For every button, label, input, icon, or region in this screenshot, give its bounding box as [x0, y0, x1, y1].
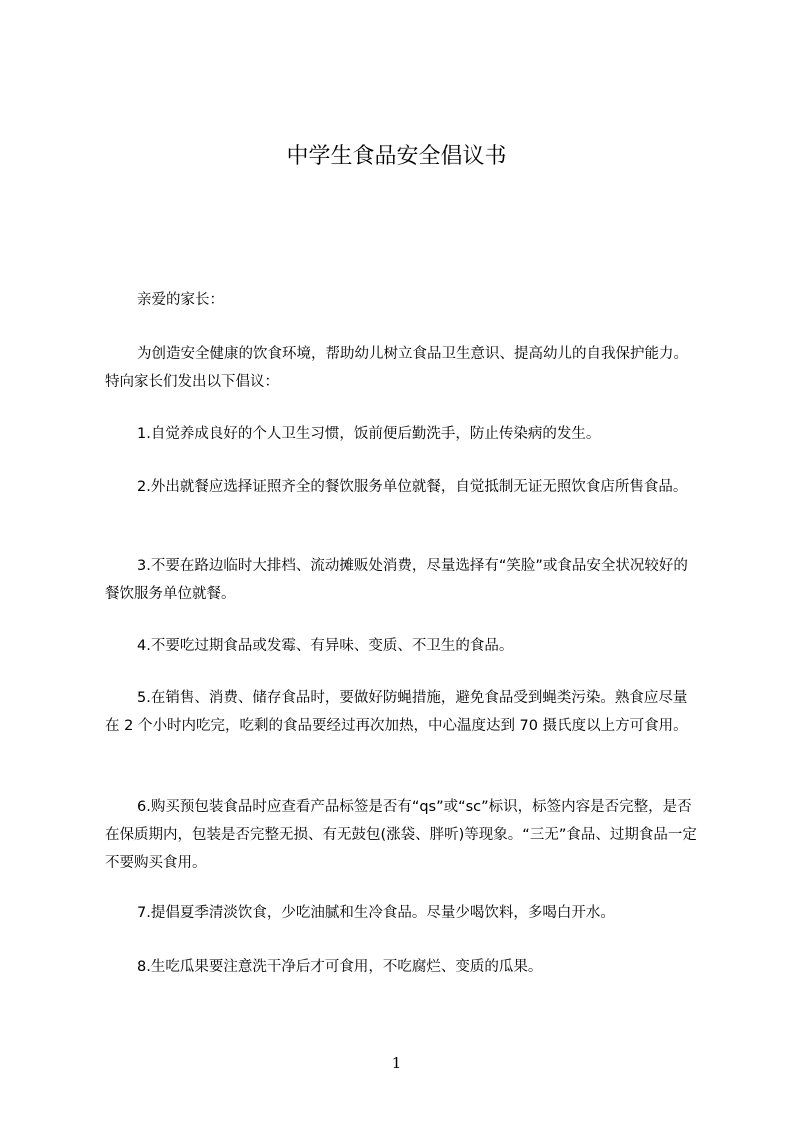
proposal-item-4: 4.不要吃过期食品或发霉、有异味、变质、不卫生的食品。 [137, 638, 514, 654]
proposal-item-1: 1.自觉养成良好的个人卫生习惯，饭前便后勤洗手，防止传染病的发生。 [137, 426, 601, 442]
page-number: 1 [391, 1054, 402, 1072]
proposal-item-7: 7.提倡夏季清淡饮食，少吃油腻和生冷食品。尽量少喝饮料，多喝白开水。 [137, 905, 615, 921]
proposal-item-6: 6.购买预包装食品时应查看产品标签是否有“qs”或“sc”标识，标签内容是否完整，是否在保质期内，包装是否完整无损、有无鼓包(涨袋、胖听)等现象。“三无”食品、过期食品一定不要购买食用。 [105, 799, 697, 871]
proposal-item-3: 3.不要在路边临时大排档、流动摊贩处消费，尽量选择有“笑脸”或食品安全状况较好的餐饮服务单位就餐。 [105, 558, 688, 602]
proposal-item-8: 8.生吃瓜果要注意洗干净后才可食用，不吃腐烂、变质的瓜果。 [137, 959, 543, 975]
intro-paragraph: 为创造安全健康的饮食环境，帮助幼儿树立食品卫生意识、提高幼儿的自我保护能力。特向家长们发出以下倡议： [105, 346, 688, 390]
document-title: 中学生食品安全倡议书 [286, 144, 507, 169]
salutation: 亲爱的家长： [137, 292, 224, 308]
proposal-item-2: 2.外出就餐应选择证照齐全的餐饮服务单位就餐，自觉抵制无证无照饮食店所售食品。 [137, 479, 688, 495]
proposal-item-5: 5.在销售、消费、储存食品时，要做好防蝇措施，避免食品受到蝇类污染。熟食应尽量在 2 个小时内吃完，吃剩的食品要经过再次加热，中心温度达到 70 摄氏度以上方可食用。 [105, 690, 688, 734]
